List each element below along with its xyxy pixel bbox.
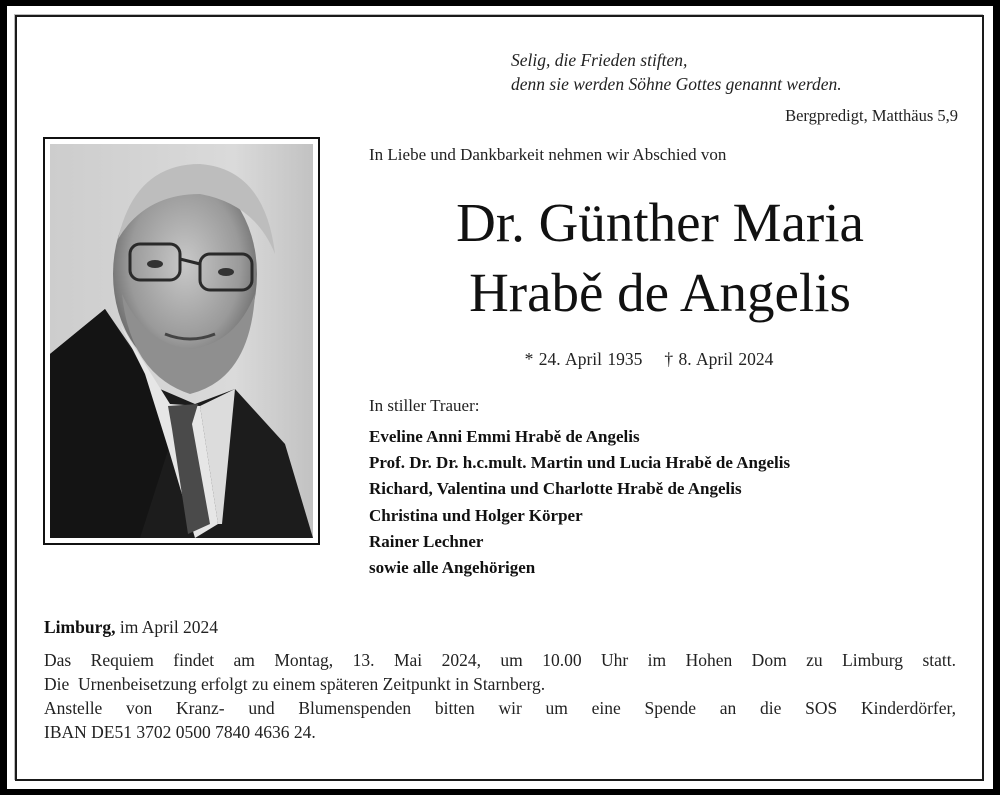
deceased-name-line-2: Hrabě de Angelis xyxy=(469,262,851,323)
place: Limburg, xyxy=(44,617,116,637)
mourners-label: In stiller Trauer: xyxy=(369,396,480,415)
mourner-item: Rainer Lechner xyxy=(369,531,484,551)
death-date: † 8. April 2024 xyxy=(664,349,774,369)
requiem-line: Das Requiem findet am Montag, 13. Mai 2024, um 10.00 Uhr im Hohen Dom zu Limburg statt. xyxy=(44,650,956,670)
portrait-photo xyxy=(50,144,313,538)
mourner-item: Prof. Dr. Dr. h.c.mult. Martin und Lucia Hrabě de Angelis xyxy=(369,453,791,473)
mourner-item: Christina und Holger Körper xyxy=(369,505,583,525)
deceased-name xyxy=(380,188,940,328)
mourner-item: sowie alle Angehörigen xyxy=(369,558,536,578)
portrait-frame xyxy=(43,137,320,545)
mourner-item: Richard, Valentina und Charlotte Hrabě de Angelis xyxy=(369,479,742,499)
quote-line-2: denn sie werden Söhne Gottes genannt werden. xyxy=(511,74,842,94)
mourner-item: Eveline Anni Emmi Hrabě de Angelis xyxy=(369,427,640,446)
donation-line: Anstelle von Kranz- und Blumenspenden bitten wir um eine Spende an die SOS Kinderdörfer, xyxy=(44,698,956,718)
mourners-list xyxy=(369,424,790,581)
service-details xyxy=(44,648,956,744)
life-dates xyxy=(369,349,929,370)
iban-line: IBAN DE51 3702 0500 7840 4636 24. xyxy=(44,722,316,742)
burial-line: Die Urnenbeisetzung erfolgt zu einem späteren Zeitpunkt in Starnberg. xyxy=(44,674,546,694)
quote-source: Bergpredigt, Matthäus 5,9 xyxy=(785,106,958,125)
date: im April 2024 xyxy=(115,617,219,637)
farewell-intro: In Liebe und Dankbarkeit nehmen wir Abschied von xyxy=(369,145,727,164)
birth-date: * 24. April 1935 xyxy=(524,349,643,369)
bible-quote xyxy=(511,48,842,96)
portrait-illustration xyxy=(50,144,313,538)
place-and-date xyxy=(44,617,218,638)
deceased-name-line-1: Dr. Günther Maria xyxy=(456,192,864,253)
quote-line-1: Selig, die Frieden stiften, xyxy=(511,50,688,70)
